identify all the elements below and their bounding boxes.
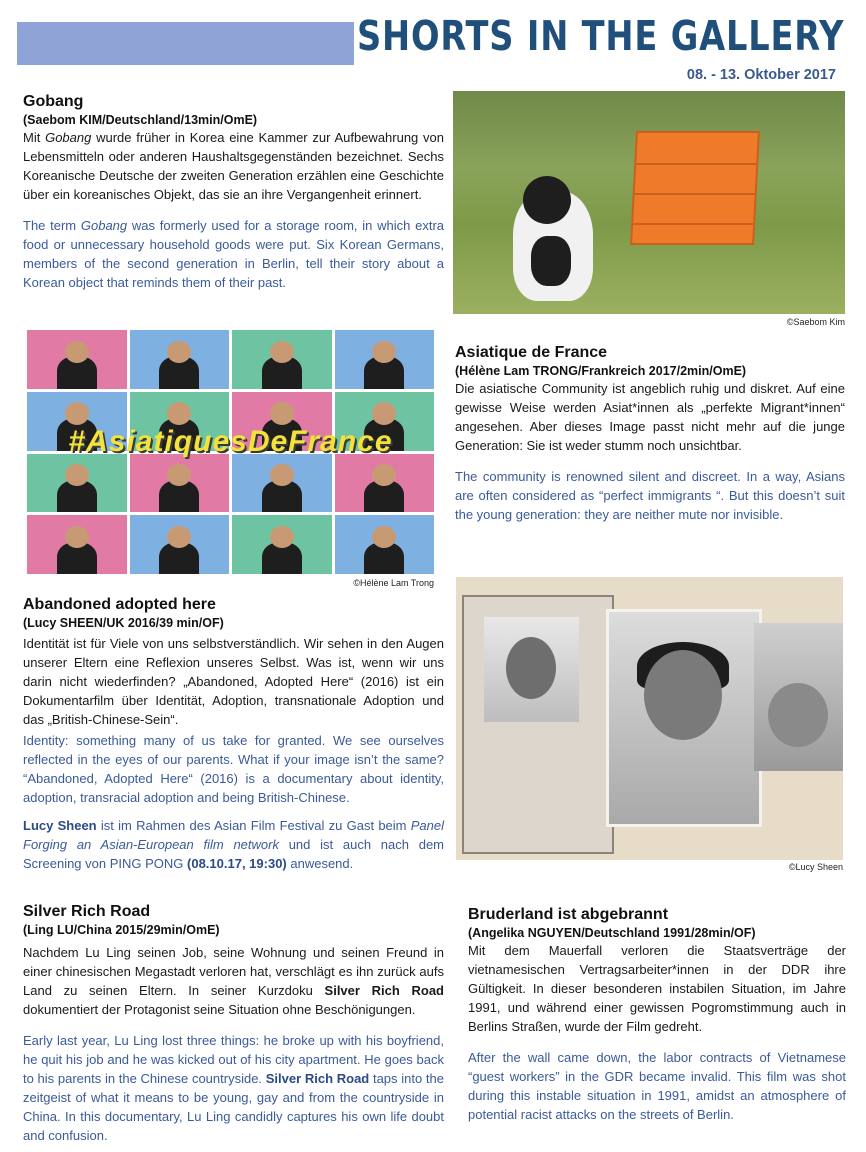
baby-portrait: [754, 623, 843, 771]
header-accent-bar: [17, 22, 354, 65]
abandoned-photo: [456, 577, 843, 860]
dog-head: [523, 176, 571, 224]
film-title: Bruderland ist abgebrannt: [468, 906, 669, 923]
film-silver-rich-road: [23, 903, 444, 1145]
description-german: Die asiatische Community ist angeblich ruhig und diskret. Auf eine gewisse Weise werden Asiat*innen als „perfekte Migrant*innen“ angesehen. Aber dieses Image passt nicht mehr auf die junge Generation: Sie ist weder stumm noch unsichtbar.: [455, 381, 845, 453]
film-gobang: [23, 93, 444, 292]
description-german: Mit Gobang wurde früher in Korea eine Kammer zur Aufbewahrung von Lebensmitteln oder anderen Haushaltsgegenständen bezeichnet. Sechs Koreanische Deutsche der zweiten Generation erzählen eine Geschichte über ein koreanisches Objekt, das sie an ihre Vergangenheit erinnert.: [23, 130, 444, 202]
event-dates: 08. - 13. Oktober 2017: [686, 67, 836, 83]
film-asiatique: [455, 344, 845, 524]
film-meta: (Saebom KIM/Deutschland/13min/OmE): [23, 113, 258, 127]
guest-note: Lucy Sheen ist im Rahmen des Asian Film Festival zu Gast beim Panel Forging an Asian-European film network und ist auch nach dem Screening von PING PONG (08.10.17, 19:30) anwesend.: [23, 818, 445, 871]
hashtag-overlay: #AsiatiquesDeFrance: [68, 425, 393, 458]
film-title: Asiatique de France: [455, 344, 608, 361]
film-abandoned: [23, 596, 444, 873]
film-meta: (Ling LU/China 2015/29min/OmE): [23, 923, 220, 937]
passport-page: [462, 595, 614, 854]
dog-patch: [531, 236, 571, 286]
film-meta: (Lucy SHEEN/UK 2016/39 min/OF): [23, 616, 224, 630]
child-face: [506, 637, 556, 699]
description-english: Early last year, Lu Ling lost three things: he broke up with his boyfriend, he quit his job and he was kicked out of his city apartment. He goes back to his parents in the Chinese countryside. Silver Rich Road taps into the zeitgeist of what it means to be young, gay and from the countryside in China. In this documentary, Lu Ling candidly captures his own life doubt and confusion.: [23, 1033, 444, 1143]
photo-credit: ©Saebom Kim: [786, 317, 845, 327]
description-german: Nachdem Lu Ling seinen Job, seine Wohnung und seinen Freund in einer chinesischen Megastadt verloren hat, verschlägt es ihn zurück aufs Land zu seinen Eltern. In seiner Kurzdoku Silver Rich Road dokumentiert der Protagonist seine Situation ohne Beschönigungen.: [23, 945, 444, 1017]
child-portrait: [606, 609, 762, 827]
film-meta: (Angelika NGUYEN/Deutschland 1991/28min/OF): [468, 926, 756, 940]
page-title: SHORTS IN THE GALLERY: [356, 12, 844, 60]
photo-credit: ©Lucy Sheen: [788, 862, 843, 872]
orange-crate: [630, 131, 760, 245]
film-meta: (Hélène Lam TRONG/Frankreich 2017/2min/OmE): [455, 364, 747, 378]
description-english: The term Gobang was formerly used for a storage room, in which extra food or unnecessary household goods were put. Six Korean Germans, members of the second generation in Berlin, tell their story about a Korean object that reminds them of their past.: [23, 218, 444, 290]
film-bruderland: [468, 906, 846, 1124]
film-title: Abandoned adopted here: [23, 596, 216, 613]
gobang-photo: [453, 91, 845, 314]
description-english: The community is renowned silent and discreet. In a way, Asians are often considered as “perfect immigrants “. But this doesn’t suit the young generation: they are neither mute nor invisible.: [455, 469, 845, 522]
passport-photo: [484, 617, 579, 722]
description-english: After the wall came down, the labor contracts of Vietnamese “guest workers” in the GDR became invalid. This film was shot during this instable situation in 1991, amidst an atmosphere of potential racist attacks on the streets of Berlin.: [468, 1050, 846, 1122]
photo-credit: ©Hélène Lam Trong: [353, 578, 434, 588]
film-title: Gobang: [23, 93, 84, 110]
description-german: Identität ist für Viele von uns selbstverständlich. Wir sehen in den Augen unserer Eltern eine Reflexion unseres Selbst. Was ist, wenn wir uns darin nicht wiederfinden? „Abandoned, Adopted Here“ (2016) ist ein Dokumentarfilm über Identität, Adoption, transnationale Adoption und das „British-Chinese-Sein“.: [23, 636, 444, 727]
film-title: Silver Rich Road: [23, 903, 151, 920]
description-english: Identity: something many of us take for granted. We see ourselves reflected in the eyes of our parents. What if your image isn’t the same? “Abandoned, Adopted Here“ (2016) is a documentary about identity, adoption, transracial adoption and being British-Chinese.: [23, 733, 444, 805]
description-german: Mit dem Mauerfall verloren die Staatsverträge der vietnamesischen Vertragsarbeiter*innen in der DDR ihre Gültigkeit. In dieser besonderen instabilen Situation, im Jahre 1991, und während einer gewissen Pogromstimmung auch in Berlins Straßen, wurde der Film gedreht.: [468, 943, 846, 1034]
